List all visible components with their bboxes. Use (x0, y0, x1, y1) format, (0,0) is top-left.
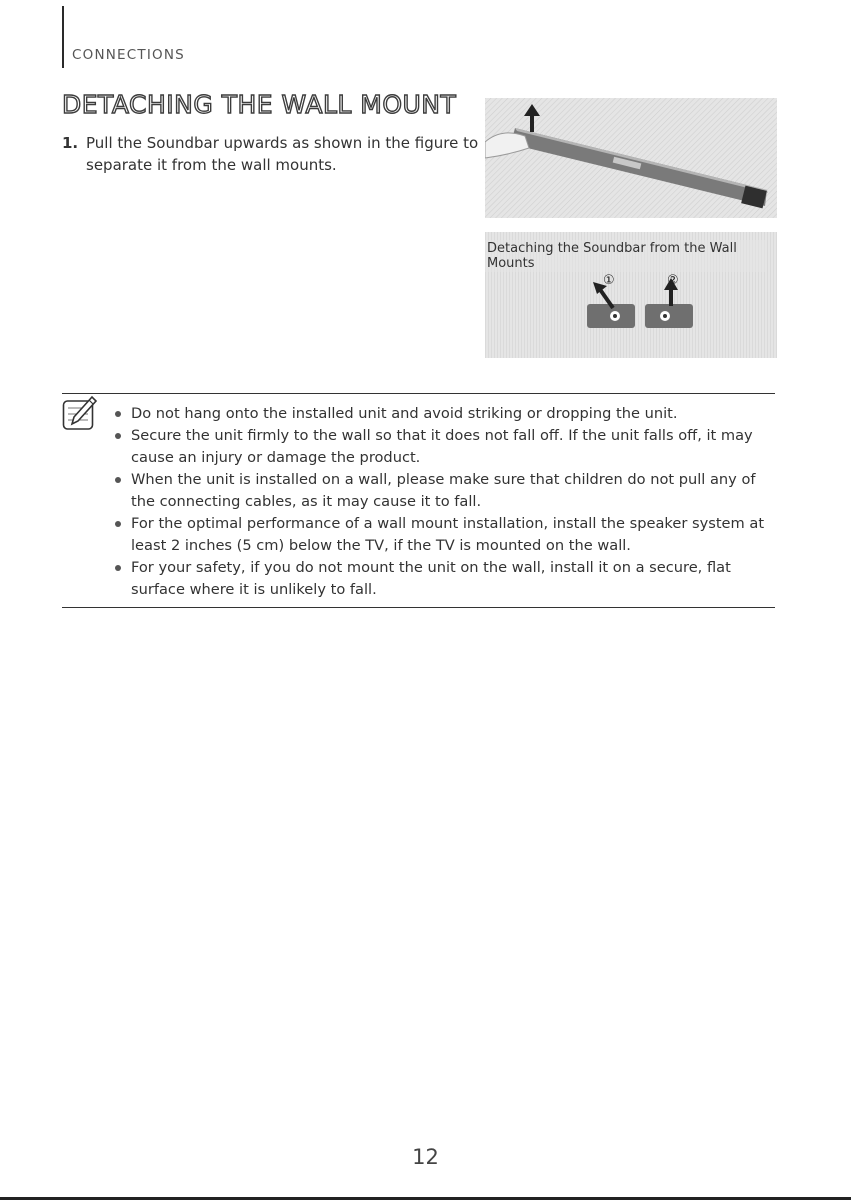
marker-2: ② (667, 273, 679, 288)
note-item (113, 557, 773, 601)
page-title: DETACHING THE WALL MOUNT (62, 90, 457, 119)
note-text: Do not hang onto the installed unit and avoid striking or dropping the unit. (131, 405, 678, 422)
bullet (115, 433, 121, 439)
step-text: Pull the Soundbar upwards as shown in the figure to separate it from the wall mounts. (86, 134, 479, 174)
note-item (113, 425, 773, 469)
bullet (115, 477, 121, 483)
note-item (113, 469, 773, 513)
note-divider-top (62, 393, 775, 394)
figure-caption: Detaching the Soundbar from the Wall Mounts (485, 240, 767, 272)
step-number: 1. (62, 134, 79, 152)
note-pencil-icon (62, 392, 98, 436)
soundbar-illustration (485, 98, 777, 218)
section-label: CONNECTIONS (72, 47, 185, 63)
soundbar-lift-illustration (485, 98, 777, 218)
page-number: 12 (412, 1145, 439, 1169)
note-divider-bottom (62, 607, 775, 608)
wall-mount-detail-illustration (485, 232, 777, 358)
note-text: Secure the unit firmly to the wall so that it does not fall off. If the unit falls off, it may cause an injury or damage the product. (131, 427, 753, 466)
bullet (115, 565, 121, 571)
note-text: For the optimal performance of a wall mount installation, install the speaker system at least 2 inches (5 cm) below the TV, if the TV is mounted on the wall. (131, 515, 765, 554)
note-list (113, 403, 773, 601)
bullet (115, 411, 121, 417)
step-1 (62, 132, 482, 176)
note-text: When the unit is installed on a wall, please make sure that children do not pull any of the connecting cables, as it may cause it to fall. (131, 471, 756, 510)
note-text: For your safety, if you do not mount the unit on the wall, install it on a secure, flat surface where it is unlikely to fall. (131, 559, 731, 598)
section-rule (62, 6, 64, 68)
wall-mount-bracket-2 (645, 304, 693, 328)
bullet (115, 521, 121, 527)
note-item (113, 513, 773, 557)
note-item (113, 403, 773, 425)
marker-1: ① (603, 273, 615, 288)
